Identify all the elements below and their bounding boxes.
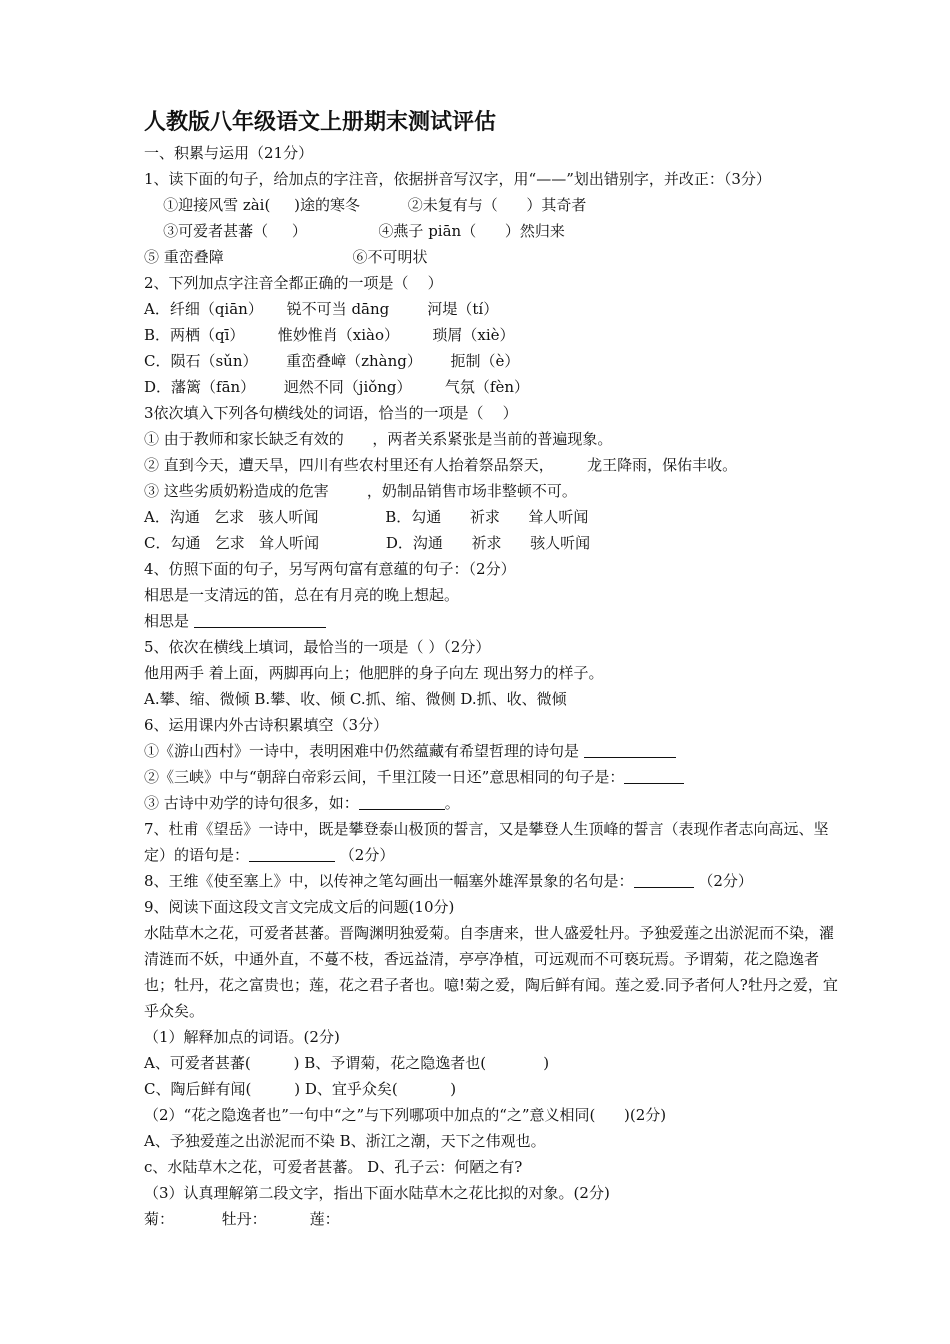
question-6-2 xyxy=(144,764,844,790)
question-9-3: （3）认真理解第二段文字，指出下面水陆草木之花比拟的对象。(2分) xyxy=(144,1184,610,1202)
example-sentence: 相思是一支清远的笛，总在有月亮的晚上想起。 xyxy=(144,586,460,604)
q7-score: （2分） xyxy=(335,846,395,864)
sentence-2: ② 直到今天，遭天旱，四川有些农村里还有人抬着祭品祭天， 龙王降雨，保佑丰收。 xyxy=(144,456,738,474)
q6-2-text: ②《三峡》中与“朝辞白帝彩云间，千里江陵一日还”意思相同的句子是： xyxy=(144,768,625,786)
sentence-3: ③ 这些劣质奶粉造成的危害 ，奶制品销售市场非整顿不可。 xyxy=(144,482,577,500)
q6-3-end: 。 xyxy=(444,794,460,812)
question-7 xyxy=(144,816,844,868)
answer-blank[interactable] xyxy=(634,871,694,888)
question-4: 4、仿照下面的句子，另写两句富有意蕴的句子：（2分） xyxy=(144,560,516,578)
question-6-3 xyxy=(144,790,844,816)
question-5-text: 他用两手 着上面，两脚再向上；他肥胖的身子向左 现出努力的样子。 xyxy=(144,664,604,682)
question-6-1 xyxy=(144,738,844,764)
question-5: 5、依次在横线上填词，最恰当的一项是（ ）（2分） xyxy=(144,638,491,656)
question-9-2-cd: c、水陆草木之花，可爱者甚蕃。 D、孔子云：何陋之有? xyxy=(144,1158,523,1176)
q7-text: 7、杜甫《望岳》一诗中，既是攀登泰山极顶的誓言，又是攀登人生顶峰的誓言（表现作者志向高远、坚定）的语句是： xyxy=(144,820,829,864)
question-9-2: （2）“花之隐逸者也”一句中“之”与下列哪项中加点的“之”意义相同( )(2分) xyxy=(144,1106,667,1124)
question-9-1: （1）解释加点的词语。(2分) xyxy=(144,1028,340,1046)
answer-line-q4 xyxy=(144,608,844,634)
q8-score: （2分） xyxy=(693,872,753,890)
classical-passage: 水陆草木之花，可爱者甚蕃。晋陶渊明独爱菊。自李唐来，世人盛爱牡丹。予独爱莲之出淤泥而不染，濯清涟而不妖，中通外直，不蔓不枝，香远益清，亭亭净植，可远观而不可亵玩焉。予谓菊，花之隐逸者也；牡丹，花之富贵也；莲，花之君子者也。噫!菊之爱，陶后鲜有闻。莲之爱.同予者何人?牡丹之爱，宜乎众矣。 xyxy=(144,924,838,1020)
q6-1-text: ①《游山西村》一诗中，表明困难中仍然蕴藏有希望哲理的诗句是 xyxy=(144,742,584,760)
document-title: 人教版八年级语文上册期末测试评估 xyxy=(144,110,497,135)
option-b: B．两栖（qī） 惟妙惟肖（xiào） 琐屑（xiè） xyxy=(144,326,515,344)
answer-blank[interactable] xyxy=(624,767,684,784)
answer-blank[interactable] xyxy=(359,793,445,810)
option-d: D．藩篱（fān） 迥然不同（jiǒng） 气氛（fèn） xyxy=(144,378,529,396)
sentence-1: ① 由于教师和家长缺乏有效的 ，两者关系紧张是当前的普遍现象。 xyxy=(144,430,613,448)
question-1-item: ⑤ 重峦叠障 ⑥不可明状 xyxy=(144,248,428,266)
q6-3-text: ③ 古诗中劝学的诗句很多，如： xyxy=(144,794,359,812)
answer-blank[interactable] xyxy=(249,845,335,862)
question-1-item: ③可爱者甚蕃（ ） ④燕子 piān（ ）然归来 xyxy=(144,222,565,240)
question-9-3-answers: 菊： 牡丹： 莲： xyxy=(144,1210,340,1228)
question-1: 1、读下面的句子，给加点的字注音，依据拼音写汉字，用“——”划出错别字，并改正：（3分） xyxy=(144,170,771,188)
option-a: A．纤细（qiān） 锐不可当 dāng 河堤（tí） xyxy=(144,300,499,318)
option-c: C．陨石（sǔn） 重峦叠嶂（zhàng） 扼制（è） xyxy=(144,352,520,370)
options-ab: A．沟通 乞求 骇人听闻 B．勾通 祈求 耸人听闻 xyxy=(144,508,589,526)
question-8 xyxy=(144,868,844,894)
question-3: 3依次填入下列各句横线处的词语，恰当的一项是（ ） xyxy=(144,404,518,422)
question-9-1-ab: A、可爱者甚蕃( ) B、予谓菊，花之隐逸者也( ) xyxy=(144,1054,550,1072)
section-heading: 一、积累与运用（21分） xyxy=(144,144,314,162)
document-page xyxy=(144,108,844,1232)
answer-prefix: 相思是 xyxy=(144,612,194,630)
q8-text: 8、王维《使至塞上》中，以传神之笔勾画出一幅塞外雄浑景象的名句是： xyxy=(144,872,634,890)
answer-blank[interactable] xyxy=(194,611,326,628)
question-9-2-ab: A、予独爱莲之出淤泥而不染 B、浙江之潮，天下之伟观也。 xyxy=(144,1132,546,1150)
question-2: 2、下列加点字注音全都正确的一项是（ ） xyxy=(144,274,443,292)
question-9-1-cd: C、陶后鲜有闻( ) D、宜乎众矣( ) xyxy=(144,1080,457,1098)
answer-blank[interactable] xyxy=(584,741,676,758)
question-1-item: ①迎接风雪 zài( )途的寒冬 ②未复有与（ ）其奇者 xyxy=(144,196,587,214)
question-9: 9、阅读下面这段文言文完成文后的问题(10分) xyxy=(144,898,455,916)
options-cd: C．勾通 乞求 耸人听闻 D．沟通 祈求 骇人听闻 xyxy=(144,534,591,552)
question-6: 6、运用课内外古诗积累填空（3分） xyxy=(144,716,389,734)
question-5-options: A.攀、缩、微倾 B.攀、收、倾 C.抓、缩、微侧 D.抓、收、微倾 xyxy=(144,690,567,708)
